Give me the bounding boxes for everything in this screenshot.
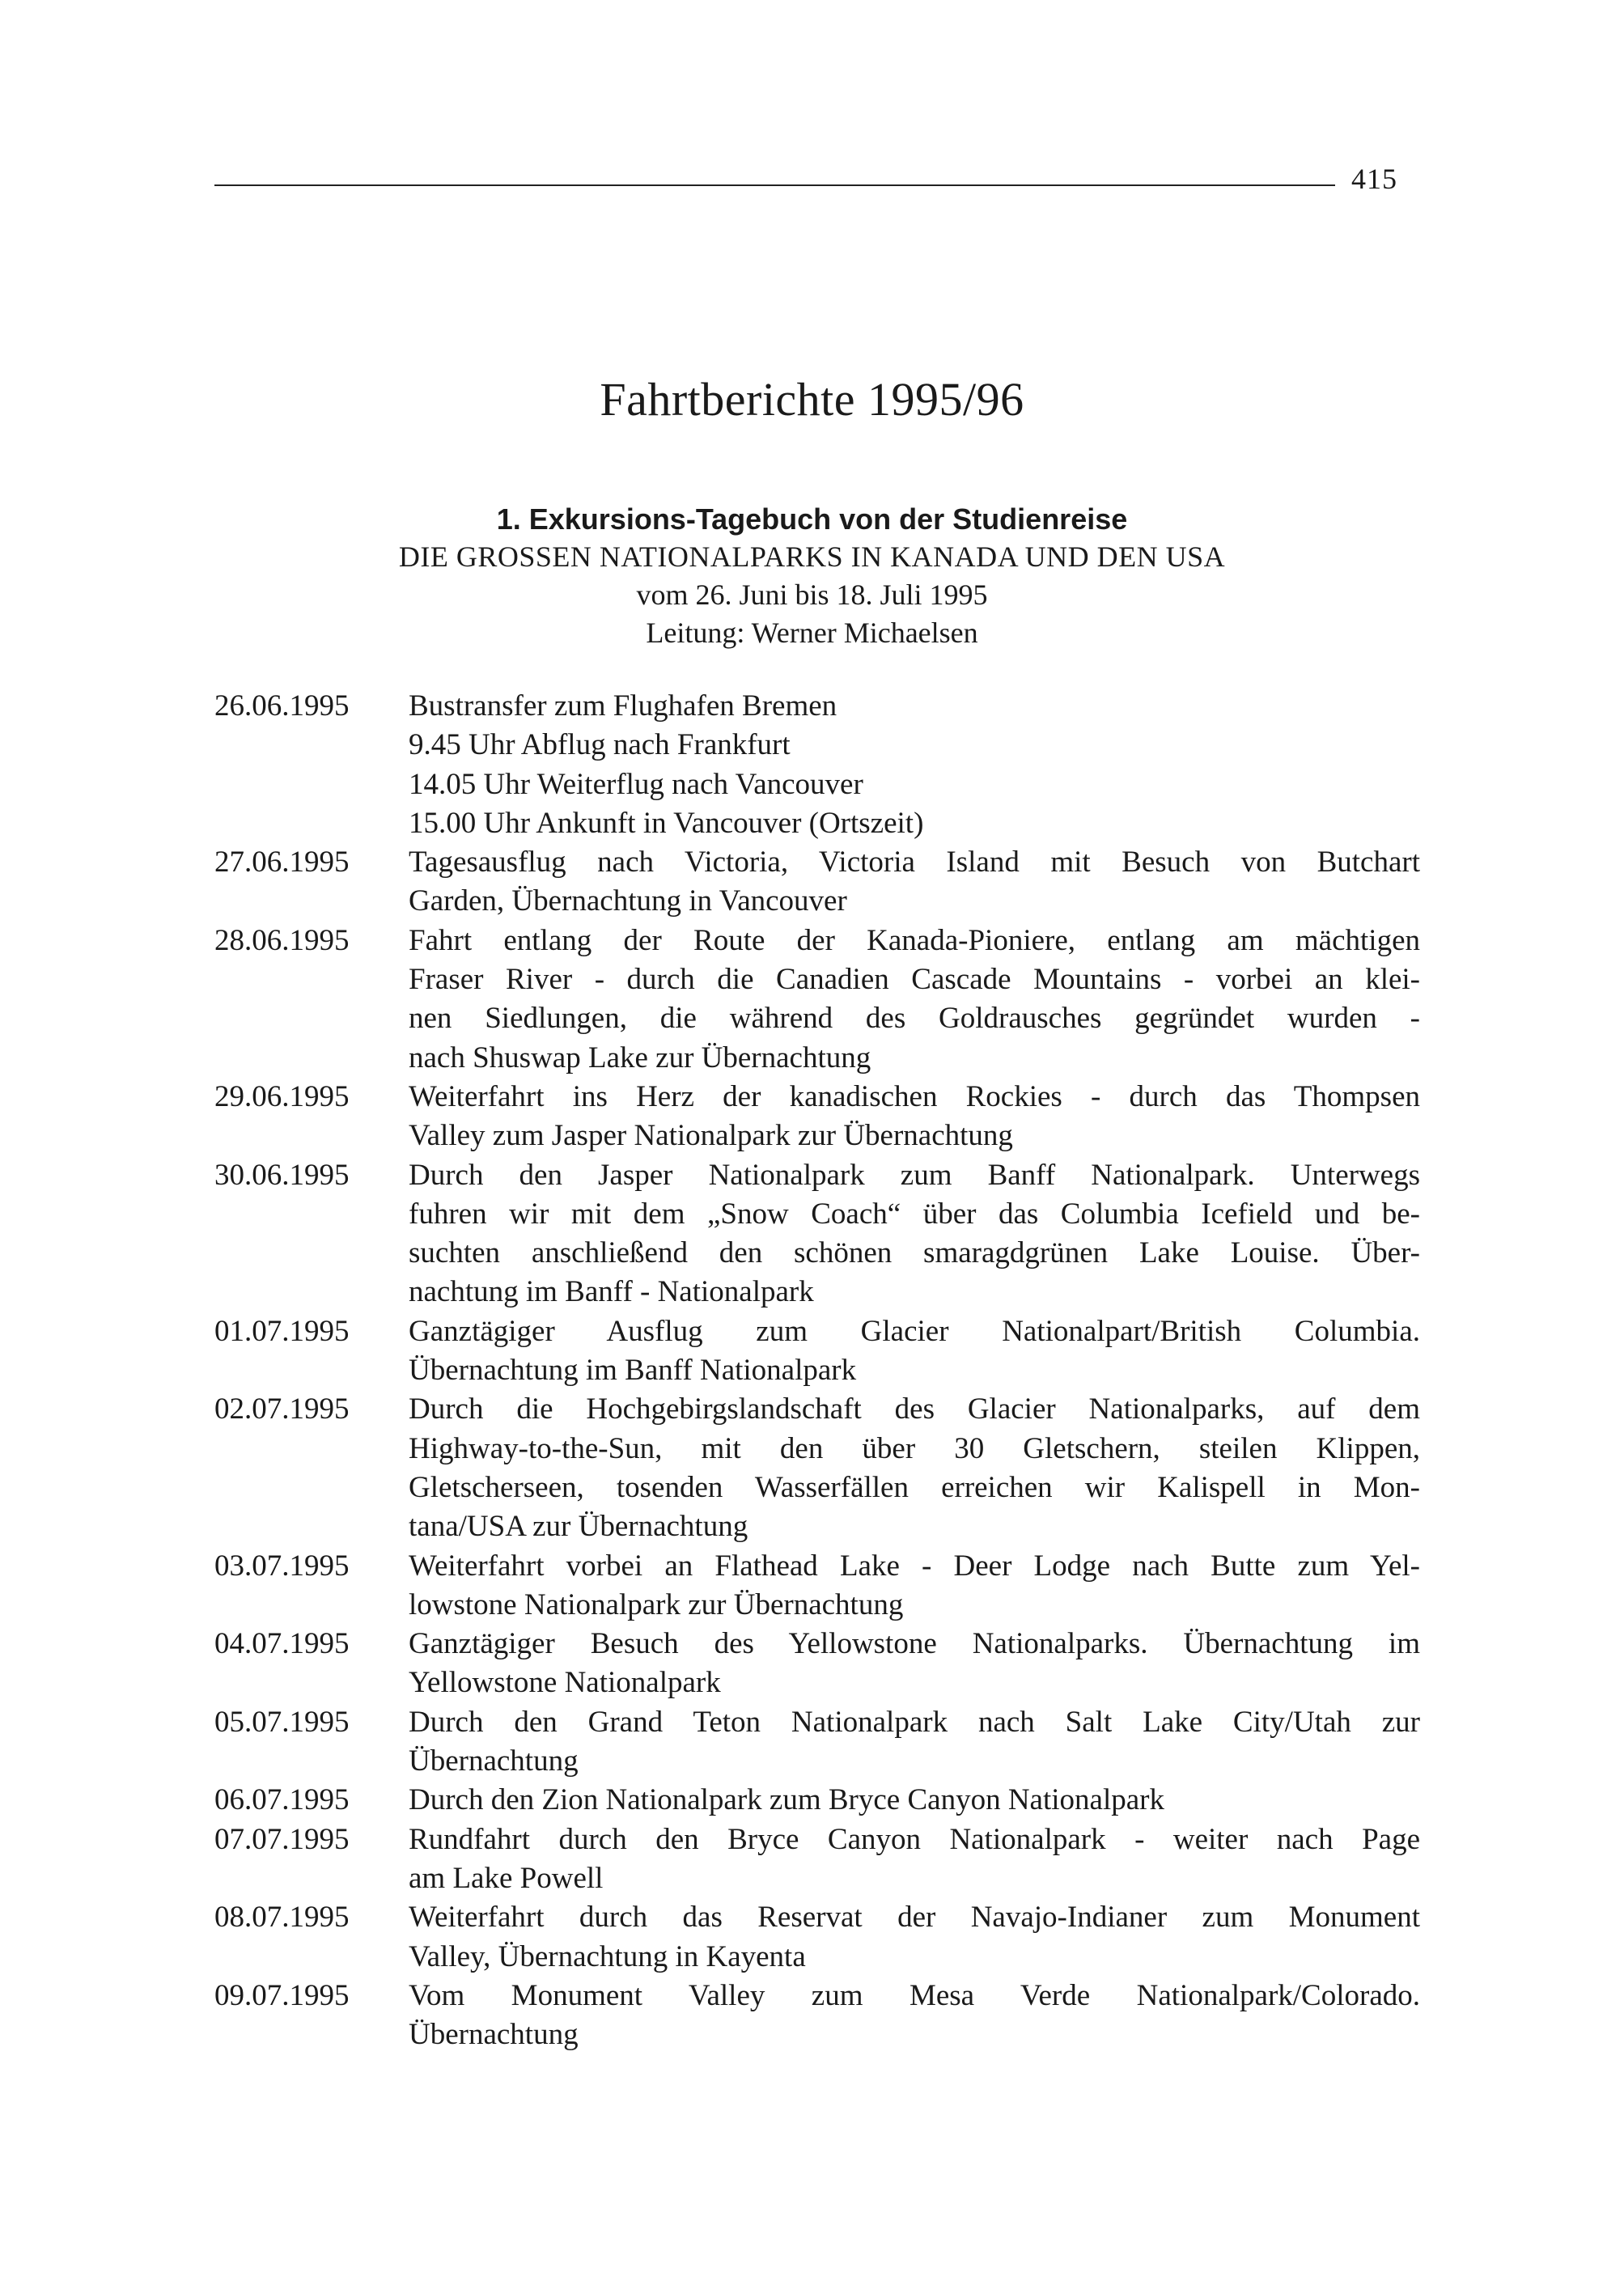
diary-entry <box>214 1547 1420 1625</box>
entry-text <box>409 1078 1420 1156</box>
entry-date: 28.06.1995 <box>214 923 350 957</box>
entry-line: Durch den Jasper Nationalpark zum Banff Nationalpark. Unterwegs <box>409 1158 1420 1192</box>
entry-line: lowstone Nationalpark zur Übernachtung <box>409 1587 904 1621</box>
page-number: 415 <box>1351 163 1397 195</box>
section-subtitle: DIE GROSSEN NATIONALPARKS IN KANADA UND DEN USA <box>398 540 1226 573</box>
entry-line: nen Siedlungen, die während des Goldrausches gegründet wurden - <box>409 1002 1420 1036</box>
entry-date: 04.07.1995 <box>214 1627 350 1661</box>
diary-entries <box>214 687 1420 2054</box>
entry-line: Durch die Hochgebirgslandschaft des Glacier Nationalparks, auf dem <box>409 1392 1420 1426</box>
entry-date: 26.06.1995 <box>214 689 350 723</box>
entry-line: Fraser River - durch die Canadien Cascade Mountains - vorbei an klei- <box>409 963 1420 997</box>
diary-entry <box>214 843 1420 922</box>
diary-entry <box>214 1898 1420 1977</box>
entry-line: fuhren wir mit dem „Snow Coach“ über das Columbia Icefield und be- <box>409 1197 1420 1231</box>
entry-date: 09.07.1995 <box>214 1978 350 2012</box>
entry-line: Garden, Übernachtung in Vancouver <box>409 884 847 918</box>
diary-entry <box>214 1390 1420 1546</box>
entry-date: 27.06.1995 <box>214 846 350 879</box>
entry-line: Valley zum Jasper Nationalpark zur Übernachtung <box>409 1119 1013 1153</box>
entry-text <box>409 1781 1420 1820</box>
section-header <box>0 500 1624 652</box>
entry-line: Durch den Grand Teton Nationalpark nach Salt Lake City/Utah zur <box>409 1705 1420 1739</box>
diary-entry <box>214 1781 1420 1820</box>
entry-text <box>409 1703 1420 1782</box>
entry-line: nach Shuswap Lake zur Übernachtung <box>409 1041 871 1074</box>
entry-line: Highway-to-the-Sun, mit den über 30 Gletschern, steilen Klippen, <box>409 1431 1420 1465</box>
diary-entry <box>214 1820 1420 1899</box>
entry-date: 01.07.1995 <box>214 1314 350 1348</box>
header-rule <box>214 184 1335 186</box>
diary-entry <box>214 1703 1420 1782</box>
entry-line: Tagesausflug nach Victoria, Victoria Island mit Besuch von Butchart <box>409 846 1420 879</box>
entry-date: 08.07.1995 <box>214 1901 350 1935</box>
entry-line: Yellowstone Nationalpark <box>409 1666 721 1700</box>
entry-date: 03.07.1995 <box>214 1549 350 1583</box>
entry-text <box>409 843 1420 922</box>
entry-text <box>409 1625 1420 1703</box>
entry-text <box>409 1820 1420 1899</box>
entry-line: Durch den Zion Nationalpark zum Bryce Canyon Nationalpark <box>409 1783 1164 1817</box>
entry-line: tana/USA zur Übernachtung <box>409 1510 748 1544</box>
entry-date: 07.07.1995 <box>214 1822 350 1856</box>
entry-line: Bustransfer zum Flughafen Bremen <box>409 689 837 723</box>
entry-line: Übernachtung <box>409 2018 579 2052</box>
entry-line: 9.45 Uhr Abflug nach Frankfurt <box>409 728 791 762</box>
entry-line: 15.00 Uhr Ankunft in Vancouver (Ortszeit) <box>409 806 924 840</box>
entry-text <box>409 687 1420 843</box>
entry-date: 06.07.1995 <box>214 1783 350 1817</box>
entry-text <box>409 1390 1420 1546</box>
page-title: Fahrtberichte 1995/96 <box>600 373 1024 426</box>
entry-line: Vom Monument Valley zum Mesa Verde Nationalpark/Colorado. <box>409 1978 1420 2012</box>
diary-entry <box>214 1156 1420 1312</box>
diary-entry <box>214 1977 1420 2055</box>
entry-date: 02.07.1995 <box>214 1392 350 1426</box>
entry-line: Gletscherseen, tosenden Wasserfällen erreichen wir Kalispell in Mon- <box>409 1470 1420 1504</box>
entry-line: 14.05 Uhr Weiterflug nach Vancouver <box>409 767 863 801</box>
section-dates: vom 26. Juni bis 18. Juli 1995 <box>636 579 988 611</box>
entry-text <box>409 1312 1420 1391</box>
entry-line: Übernachtung im Banff Nationalpark <box>409 1354 857 1388</box>
entry-date: 29.06.1995 <box>214 1079 350 1113</box>
entry-line: am Lake Powell <box>409 1861 604 1895</box>
entry-line: Weiterfahrt durch das Reservat der Navajo-Indianer zum Monument <box>409 1901 1420 1935</box>
entry-date: 05.07.1995 <box>214 1705 350 1739</box>
entry-line: Weiterfahrt vorbei an Flathead Lake - Deer Lodge nach Butte zum Yel- <box>409 1549 1420 1583</box>
entry-line: nachtung im Banff - Nationalpark <box>409 1275 814 1309</box>
diary-entry <box>214 1625 1420 1703</box>
entry-text <box>409 922 1420 1078</box>
entry-text <box>409 1977 1420 2055</box>
diary-entry <box>214 1312 1420 1391</box>
entry-line: Ganztägiger Besuch des Yellowstone Nationalparks. Übernachtung im <box>409 1627 1420 1661</box>
entry-line: Valley, Übernachtung in Kayenta <box>409 1939 806 1973</box>
entry-line: Ganztägiger Ausflug zum Glacier Nationalpart/British Columbia. <box>409 1314 1420 1348</box>
section-leader: Leitung: Werner Michaelsen <box>646 617 978 649</box>
entry-text <box>409 1156 1420 1312</box>
entry-line: Weiterfahrt ins Herz der kanadischen Rockies - durch das Thompsen <box>409 1079 1420 1113</box>
entry-line: Rundfahrt durch den Bryce Canyon Nationalpark - weiter nach Page <box>409 1822 1420 1856</box>
diary-entry <box>214 1078 1420 1156</box>
diary-entry <box>214 922 1420 1078</box>
diary-entry <box>214 687 1420 843</box>
entry-text <box>409 1547 1420 1625</box>
entry-line: suchten anschließend den schönen smaragdgrünen Lake Louise. Über- <box>409 1236 1420 1270</box>
entry-date: 30.06.1995 <box>214 1158 350 1192</box>
entry-text <box>409 1898 1420 1977</box>
entry-line: Übernachtung <box>409 1744 579 1778</box>
section-heading: 1. Exkursions-Tagebuch von der Studienreise <box>496 502 1128 536</box>
entry-line: Fahrt entlang der Route der Kanada-Pioniere, entlang am mächtigen <box>409 923 1420 957</box>
